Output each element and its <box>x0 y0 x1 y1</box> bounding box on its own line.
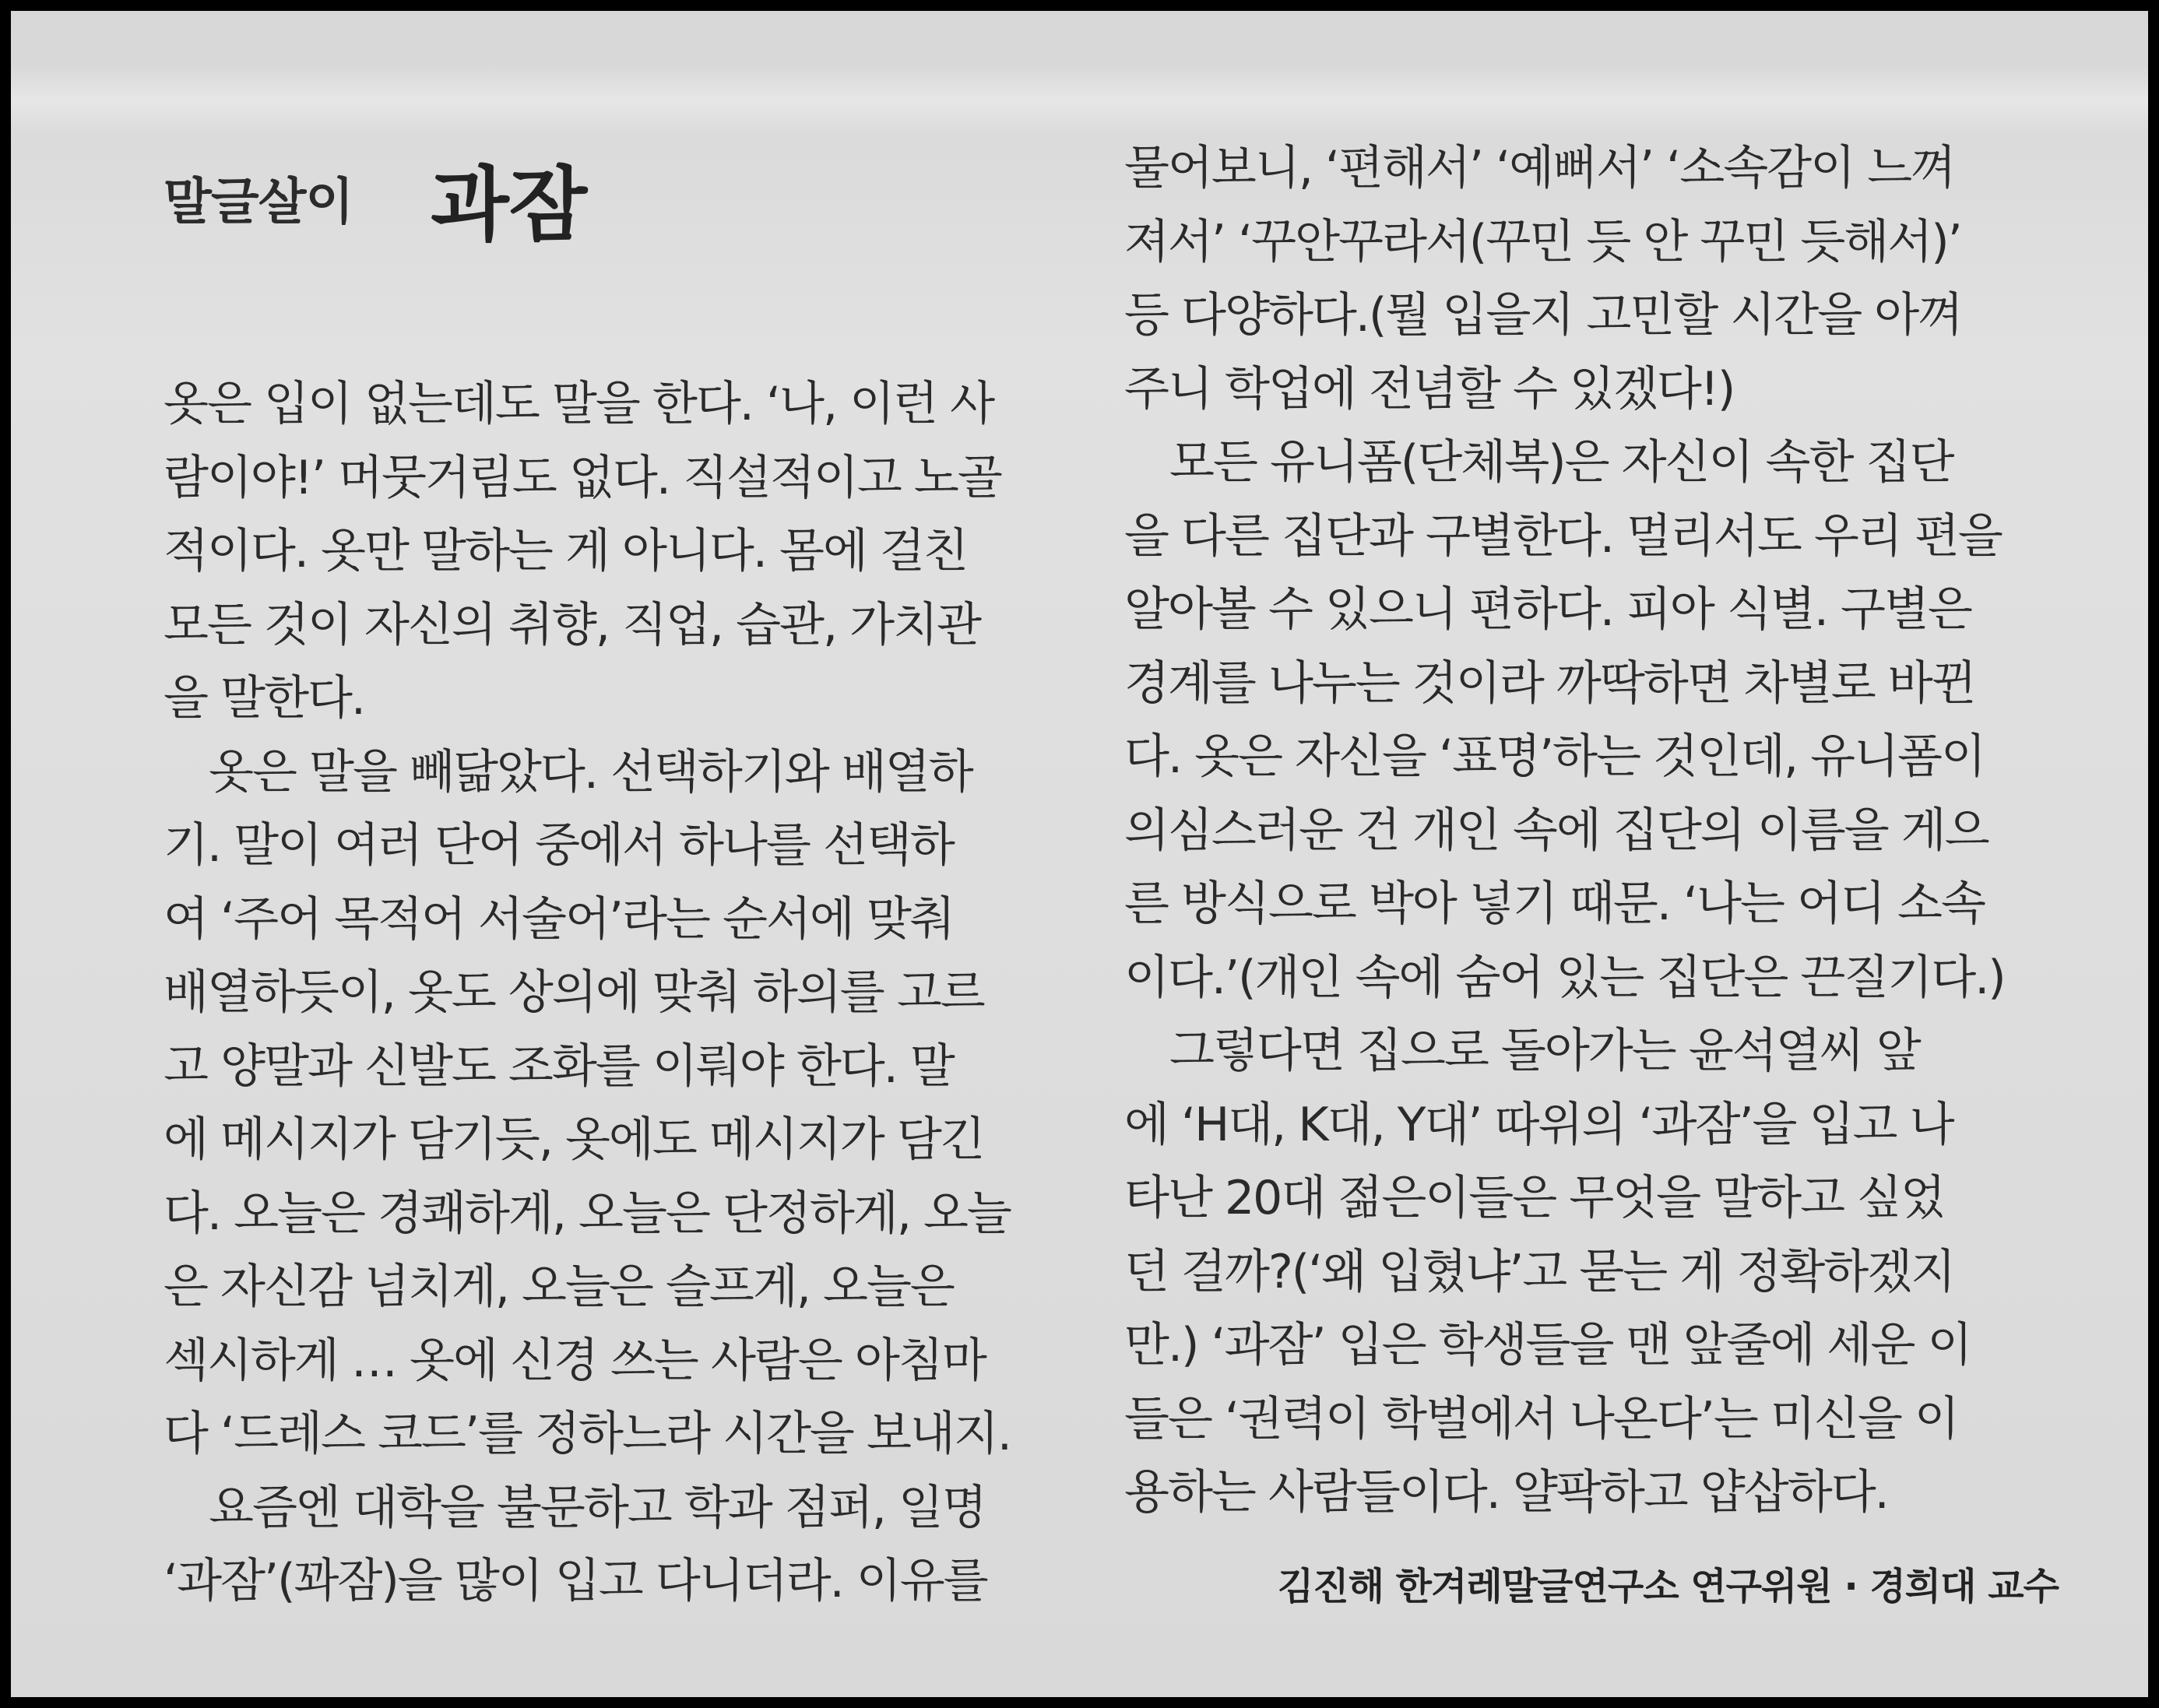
text-line: 등 다양하다.(뭘 입을지 고민할 시간을 아껴 <box>1124 288 1962 343</box>
text-line: 용하는 사람들이다. 얄팍하고 얍삽하다. <box>1124 1465 1888 1520</box>
newspaper-clipping <box>11 11 2148 1697</box>
text-line: 람이야!’ 머뭇거림도 없다. 직설적이고 노골 <box>164 450 1001 505</box>
text-line: 기. 말이 여러 단어 중에서 하나를 선택하 <box>164 818 954 873</box>
text-line: 의심스러운 건 개인 속에 집단의 이름을 게으 <box>1124 803 1988 858</box>
text-line: 에 메시지가 담기듯, 옷에도 메시지가 담긴 <box>164 1112 984 1167</box>
paper-fold-highlight <box>11 65 2148 135</box>
text-line: 고 양말과 신발도 조화를 이뤄야 한다. 말 <box>164 1039 954 1094</box>
left-column <box>164 367 1067 1618</box>
text-line: 옷은 입이 없는데도 말을 한다. ‘나, 이런 사 <box>164 377 994 431</box>
text-line: 른 방식으로 박아 넣기 때문. ‘나는 어디 소속 <box>1124 877 1985 931</box>
text-line: ‘과잠’(꽈잠)을 많이 입고 다니더라. 이유를 <box>164 1554 987 1608</box>
text-line: 모든 것이 자신의 취향, 직업, 습관, 가치관 <box>164 597 981 652</box>
text-line: 요즘엔 대학을 불문하고 학과 점퍼, 일명 <box>164 1480 986 1535</box>
article-title: 과잠 <box>431 156 588 252</box>
column-header <box>164 135 587 260</box>
text-line: 만.) ‘과잠’ 입은 학생들을 맨 앞줄에 세운 이 <box>1124 1318 1971 1372</box>
text-line: 경계를 나누는 것이라 까딱하면 차별로 바뀐 <box>1124 655 1975 711</box>
text-line: 여 ‘주어 목적어 서술어’라는 순서에 맞춰 <box>164 891 954 947</box>
text-line: 은 자신감 넘치게, 오늘은 슬프게, 오늘은 <box>164 1260 954 1314</box>
text-line: 다. 오늘은 경쾌하게, 오늘은 단정하게, 오늘 <box>164 1186 1011 1241</box>
text-line: 타난 20대 젊은이들은 무엇을 말하고 싶었 <box>1124 1171 1945 1225</box>
text-line: 알아볼 수 있으니 편하다. 피아 식별. 구별은 <box>1124 582 1971 637</box>
right-column <box>1124 132 2043 1530</box>
text-line: 들은 ‘권력이 학벌에서 나온다’는 미신을 이 <box>1124 1391 1958 1446</box>
text-line: 을 다른 집단과 구별한다. 멀리서도 우리 편을 <box>1124 508 2002 564</box>
text-line: 을 말한다. <box>164 671 364 726</box>
column-name: 말글살이 <box>164 174 353 231</box>
text-line: 섹시하게 … 옷에 신경 쓰는 사람은 아침마 <box>164 1333 986 1388</box>
text-line: 배열하듯이, 옷도 상의에 맞춰 하의를 고르 <box>164 965 984 1020</box>
text-line: 옷은 말을 빼닮았다. 선택하기와 배열하 <box>164 744 972 800</box>
text-line: 그렇다면 집으로 돌아가는 윤석열씨 앞 <box>1124 1024 1920 1078</box>
text-line: 주니 학업에 전념할 수 있겠다!) <box>1124 361 1735 416</box>
text-line: 모든 유니폼(단체복)은 자신이 속한 집단 <box>1124 435 1953 490</box>
text-line: 다. 옷은 자신을 ‘표명’하는 것인데, 유니폼이 <box>1124 729 1985 784</box>
text-line: 다 ‘드레스 코드’를 정하느라 시간을 보내지. <box>164 1407 1011 1461</box>
text-line: 적이다. 옷만 말하는 게 아니다. 몸에 걸친 <box>164 524 967 578</box>
text-line: 물어보니, ‘편해서’ ‘예뻐서’ ‘소속감이 느껴 <box>1124 141 1955 195</box>
text-line: 져서’ ‘꾸안꾸라서(꾸민 듯 안 꾸민 듯해서)’ <box>1124 214 1961 269</box>
text-line: 에 ‘H대, K대, Y대’ 따위의 ‘과잠’을 입고 나 <box>1124 1097 1953 1152</box>
author-byline: 김진해 한겨레말글연구소 연구위원 · 경희대 교수 <box>1277 1565 2059 1608</box>
text-line: 던 걸까?(‘왜 입혔냐’고 묻는 게 정확하겠지 <box>1124 1244 1955 1299</box>
text-line: 이다.’(개인 속에 숨어 있는 집단은 끈질기다.) <box>1124 950 2005 1005</box>
